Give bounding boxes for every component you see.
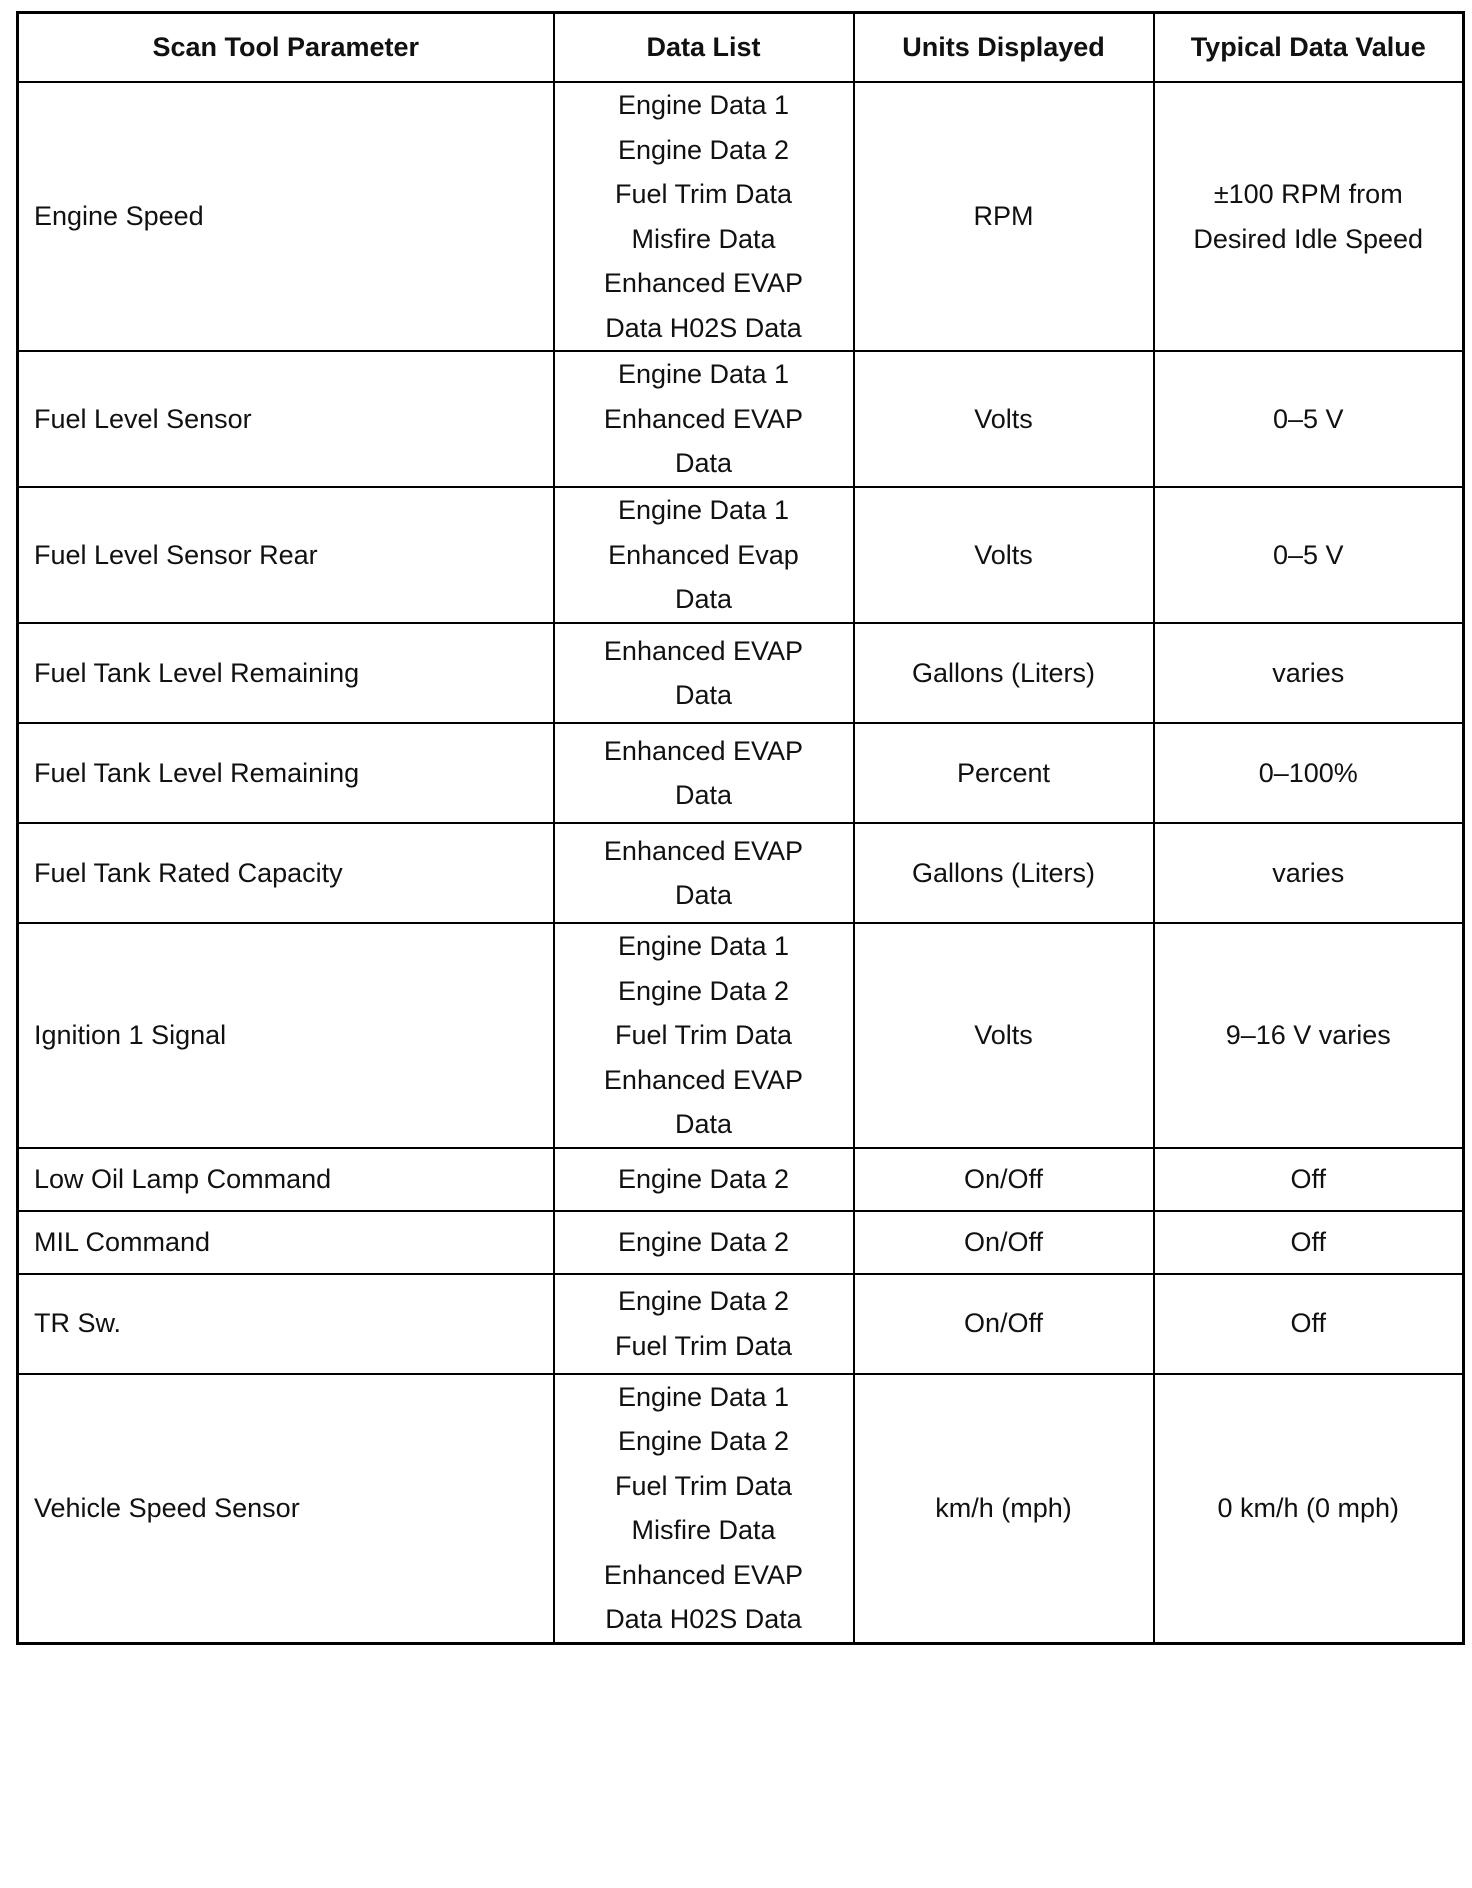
cell-typical-value: 0 km/h (0 mph)	[1154, 1374, 1464, 1644]
cell-units: RPM	[854, 82, 1154, 351]
cell-units: On/Off	[854, 1274, 1154, 1374]
cell-units: Gallons (Liters)	[854, 823, 1154, 923]
scan-tool-parameter-table	[16, 11, 1465, 1645]
cell-parameter: Engine Speed	[18, 82, 554, 351]
cell-data-list: Engine Data 1 Engine Data 2 Fuel Trim Data Enhanced EVAP Data	[554, 923, 854, 1148]
header-typical-data-value: Typical Data Value	[1154, 13, 1464, 83]
cell-data-list: Engine Data 1 Enhanced Evap Data	[554, 487, 854, 623]
cell-parameter: Fuel Level Sensor	[18, 351, 554, 487]
cell-data-list: Engine Data 2	[554, 1211, 854, 1274]
cell-data-list: Engine Data 1 Engine Data 2 Fuel Trim Data Misfire Data Enhanced EVAP Data H02S Data	[554, 82, 854, 351]
cell-typical-value: Off	[1154, 1274, 1464, 1374]
cell-parameter: Fuel Tank Level Remaining	[18, 723, 554, 823]
cell-units: On/Off	[854, 1211, 1154, 1274]
table-row	[18, 82, 1464, 351]
cell-typical-value: 0–5 V	[1154, 487, 1464, 623]
cell-units: Gallons (Liters)	[854, 623, 1154, 723]
cell-parameter: Low Oil Lamp Command	[18, 1148, 554, 1211]
header-data-list: Data List	[554, 13, 854, 83]
table-row	[18, 823, 1464, 923]
cell-data-list: Enhanced EVAP Data	[554, 723, 854, 823]
header-scan-tool-parameter: Scan Tool Parameter	[18, 13, 554, 83]
table-row	[18, 351, 1464, 487]
table-row	[18, 723, 1464, 823]
table-row	[18, 1374, 1464, 1644]
cell-data-list: Engine Data 2 Fuel Trim Data	[554, 1274, 854, 1374]
cell-parameter: Ignition 1 Signal	[18, 923, 554, 1148]
cell-units: Volts	[854, 351, 1154, 487]
cell-parameter: Fuel Tank Level Remaining	[18, 623, 554, 723]
cell-units: Percent	[854, 723, 1154, 823]
table-row	[18, 1211, 1464, 1274]
cell-parameter: Fuel Level Sensor Rear	[18, 487, 554, 623]
cell-parameter: Fuel Tank Rated Capacity	[18, 823, 554, 923]
cell-data-list: Engine Data 1 Enhanced EVAP Data	[554, 351, 854, 487]
cell-data-list: Engine Data 1 Engine Data 2 Fuel Trim Data Misfire Data Enhanced EVAP Data H02S Data	[554, 1374, 854, 1644]
cell-typical-value: 0–5 V	[1154, 351, 1464, 487]
table-row	[18, 487, 1464, 623]
cell-data-list: Enhanced EVAP Data	[554, 823, 854, 923]
cell-data-list: Engine Data 2	[554, 1148, 854, 1211]
header-units-displayed: Units Displayed	[854, 13, 1154, 83]
table-row	[18, 1274, 1464, 1374]
cell-units: On/Off	[854, 1148, 1154, 1211]
cell-typical-value: Off	[1154, 1211, 1464, 1274]
cell-parameter: Vehicle Speed Sensor	[18, 1374, 554, 1644]
table-row	[18, 1148, 1464, 1211]
cell-typical-value: 0–100%	[1154, 723, 1464, 823]
header-row	[18, 13, 1464, 83]
cell-typical-value: varies	[1154, 623, 1464, 723]
cell-parameter: TR Sw.	[18, 1274, 554, 1374]
cell-typical-value: 9–16 V varies	[1154, 923, 1464, 1148]
cell-units: Volts	[854, 923, 1154, 1148]
cell-typical-value: ±100 RPM from Desired Idle Speed	[1154, 82, 1464, 351]
cell-data-list: Enhanced EVAP Data	[554, 623, 854, 723]
cell-units: Volts	[854, 487, 1154, 623]
cell-typical-value: varies	[1154, 823, 1464, 923]
cell-typical-value: Off	[1154, 1148, 1464, 1211]
table-row	[18, 923, 1464, 1148]
cell-units: km/h (mph)	[854, 1374, 1154, 1644]
cell-parameter: MIL Command	[18, 1211, 554, 1274]
table-row	[18, 623, 1464, 723]
